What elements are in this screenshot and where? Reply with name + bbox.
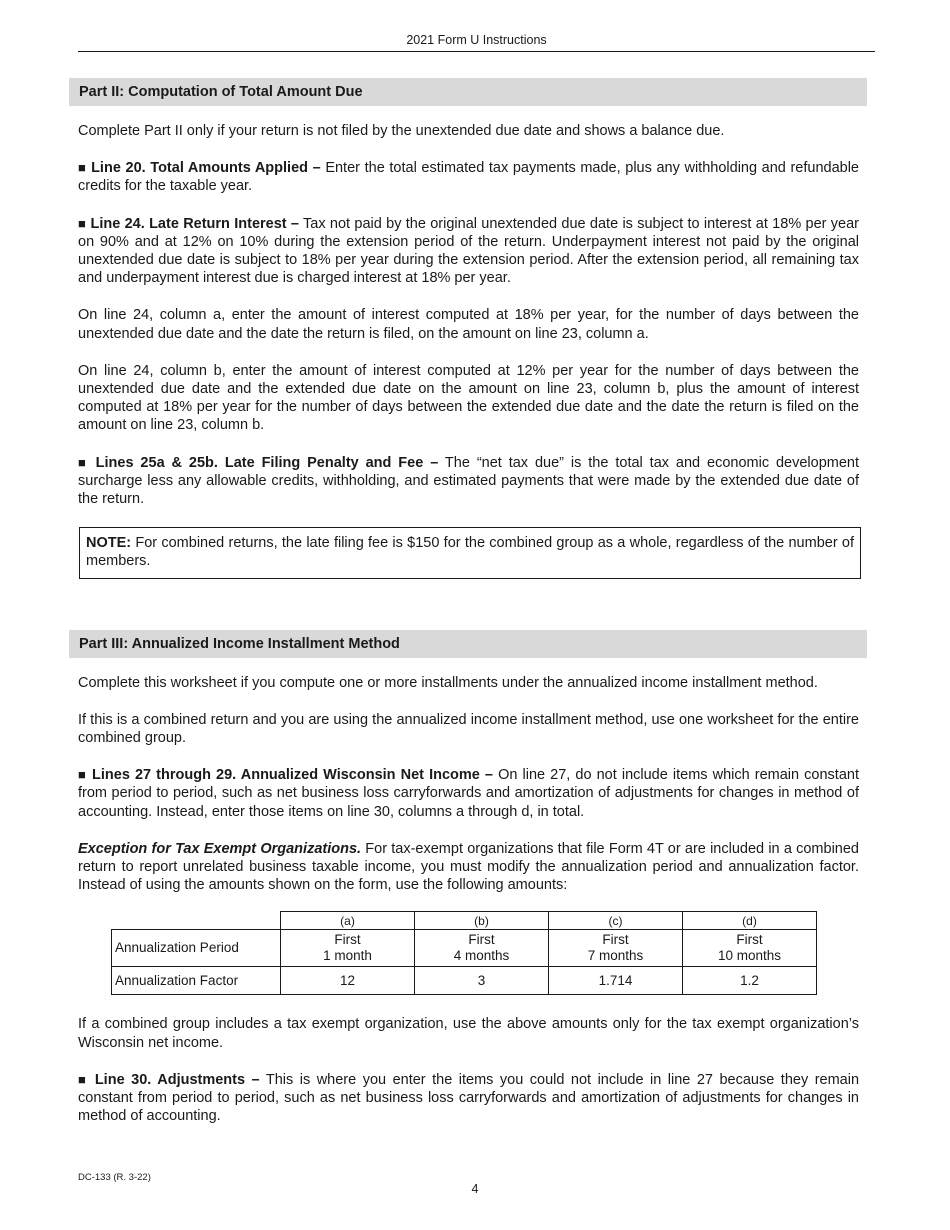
exception-lead: Exception for Tax Exempt Organizations.	[78, 840, 362, 857]
exception-paragraph	[78, 840, 859, 895]
bullet-icon: ■	[78, 767, 87, 783]
line30-text: This is where you enter the items you could not include in line 27 because they remain constant from period to period, such as net business loss carryforwards and amortization of adjustments for changes in method of accounting.	[78, 1071, 860, 1125]
lines27-29-paragraph	[78, 766, 859, 821]
period-cell-d: First 10 months	[683, 930, 817, 967]
line30-paragraph	[78, 1071, 859, 1126]
line24-text: Tax not paid by the original unextended due date is subject to interest at 18% per year on 90% and at 12% on 10% during the extension period of the return. Underpayment interest not paid by the original unextended due date is subject to 18% per year during the extension period. After the extension period, all remaining tax and underpayment interest due is charged interest at 18% per year.	[78, 215, 860, 287]
running-header: 2021 Form U Instructions	[78, 32, 875, 52]
factor-cell-c: 1.714	[549, 967, 683, 995]
bullet-icon: ■	[78, 1071, 89, 1087]
note-lead: NOTE:	[86, 535, 132, 552]
exception-text: For tax-exempt organizations that file Form 4T or are included in a combined return to report unrelated business taxable income, you must modify the annualization period and annualization factor. Instead of using the amounts shown on the form, use the following amounts:	[78, 840, 859, 894]
combined-exempt-paragraph: If a combined group includes a tax exempt organization, use the above amounts only for the tax exempt organization’s Wisconsin net income.	[78, 1016, 859, 1051]
row-label-factor: Annualization Factor	[112, 967, 281, 995]
line24-lead: Line 24. Late Return Interest –	[90, 215, 299, 232]
line25-text: The “net tax due” is the total tax and economic development surcharge less any allowable credits, withholding, and estimated payments that were made by the extended due date of the return.	[78, 454, 860, 508]
line25-paragraph	[78, 454, 859, 509]
page-content	[78, 78, 859, 1126]
line20-lead: Line 20. Total Amounts Applied –	[91, 160, 321, 177]
note-body: For combined returns, the late filing fee is $150 for the combined group as a whole, regardless of the number of members.	[86, 535, 854, 570]
annualization-table	[111, 911, 817, 995]
lines27-29-lead: Lines 27 through 29. Annualized Wisconsin Net Income –	[92, 767, 493, 784]
column-header-d: (d)	[683, 912, 817, 930]
line24-column-b: On line 24, column b, enter the amount of interest computed at 12% per year for the number of days between the unextended due date and the extended due date on the amount on line 23, column b, plus the amount of interest computed at 18% per year for the number of days between the extended due date and the date the return is filed on the amount on line 23, column b.	[78, 362, 859, 434]
part2-heading: Part II: Computation of Total Amount Due	[69, 78, 867, 106]
line30-lead: Line 30. Adjustments –	[94, 1071, 260, 1088]
table-row	[112, 930, 817, 967]
table-row	[112, 967, 817, 995]
row-label-period: Annualization Period	[112, 930, 281, 967]
part3-combined: If this is a combined return and you are using the annualized income installment method, use one worksheet for the entire combined group.	[78, 711, 859, 747]
bullet-icon: ■	[78, 160, 87, 176]
note-box	[79, 527, 861, 578]
page-number: 4	[471, 1182, 479, 1196]
lines27-29-text: On line 27, do not include items which remain constant from period to period, such as net business loss carryforwards and amortization of adjustments for changes in method of accounting. Instead, enter those items on line 30, columns a through d, in total.	[78, 767, 859, 820]
bullet-icon: ■	[78, 215, 87, 231]
period-cell-b: First 4 months	[415, 930, 549, 967]
period-cell-c: First 7 months	[549, 930, 683, 967]
table-header-row	[112, 912, 817, 930]
column-header-a: (a)	[281, 912, 415, 930]
column-header-c: (c)	[549, 912, 683, 930]
period-cell-a: First 1 month	[281, 930, 415, 967]
part3-heading: Part III: Annualized Income Installment Method	[69, 630, 867, 658]
factor-cell-b: 3	[415, 967, 549, 995]
table-corner-cell	[112, 912, 281, 930]
form-id: DC-133 (R. 3-22)	[78, 1172, 151, 1183]
factor-cell-d: 1.2	[683, 967, 817, 995]
line24-column-a: On line 24, column a, enter the amount of interest computed at 18% per year, for the number of days between the unextended due date and the date the return is filed, on the amount on line 23, column a.	[78, 307, 859, 342]
part2-intro: Complete Part II only if your return is not filed by the unextended due date and shows a balance due.	[78, 123, 725, 139]
factor-cell-a: 12	[281, 967, 415, 995]
bullet-icon: ■	[78, 454, 89, 470]
line20-paragraph	[78, 159, 859, 195]
part3-intro: Complete this worksheet if you compute one or more installments under the annualized income installment method.	[78, 674, 818, 691]
note-text	[86, 534, 854, 570]
line25-lead: Lines 25a & 25b. Late Filing Penalty and Fee –	[95, 454, 439, 471]
line24-paragraph	[78, 215, 859, 288]
line20-text: Enter the total estimated tax payments made, plus any withholding and refundable credits for the taxable year.	[78, 160, 860, 195]
column-header-b: (b)	[415, 912, 549, 930]
